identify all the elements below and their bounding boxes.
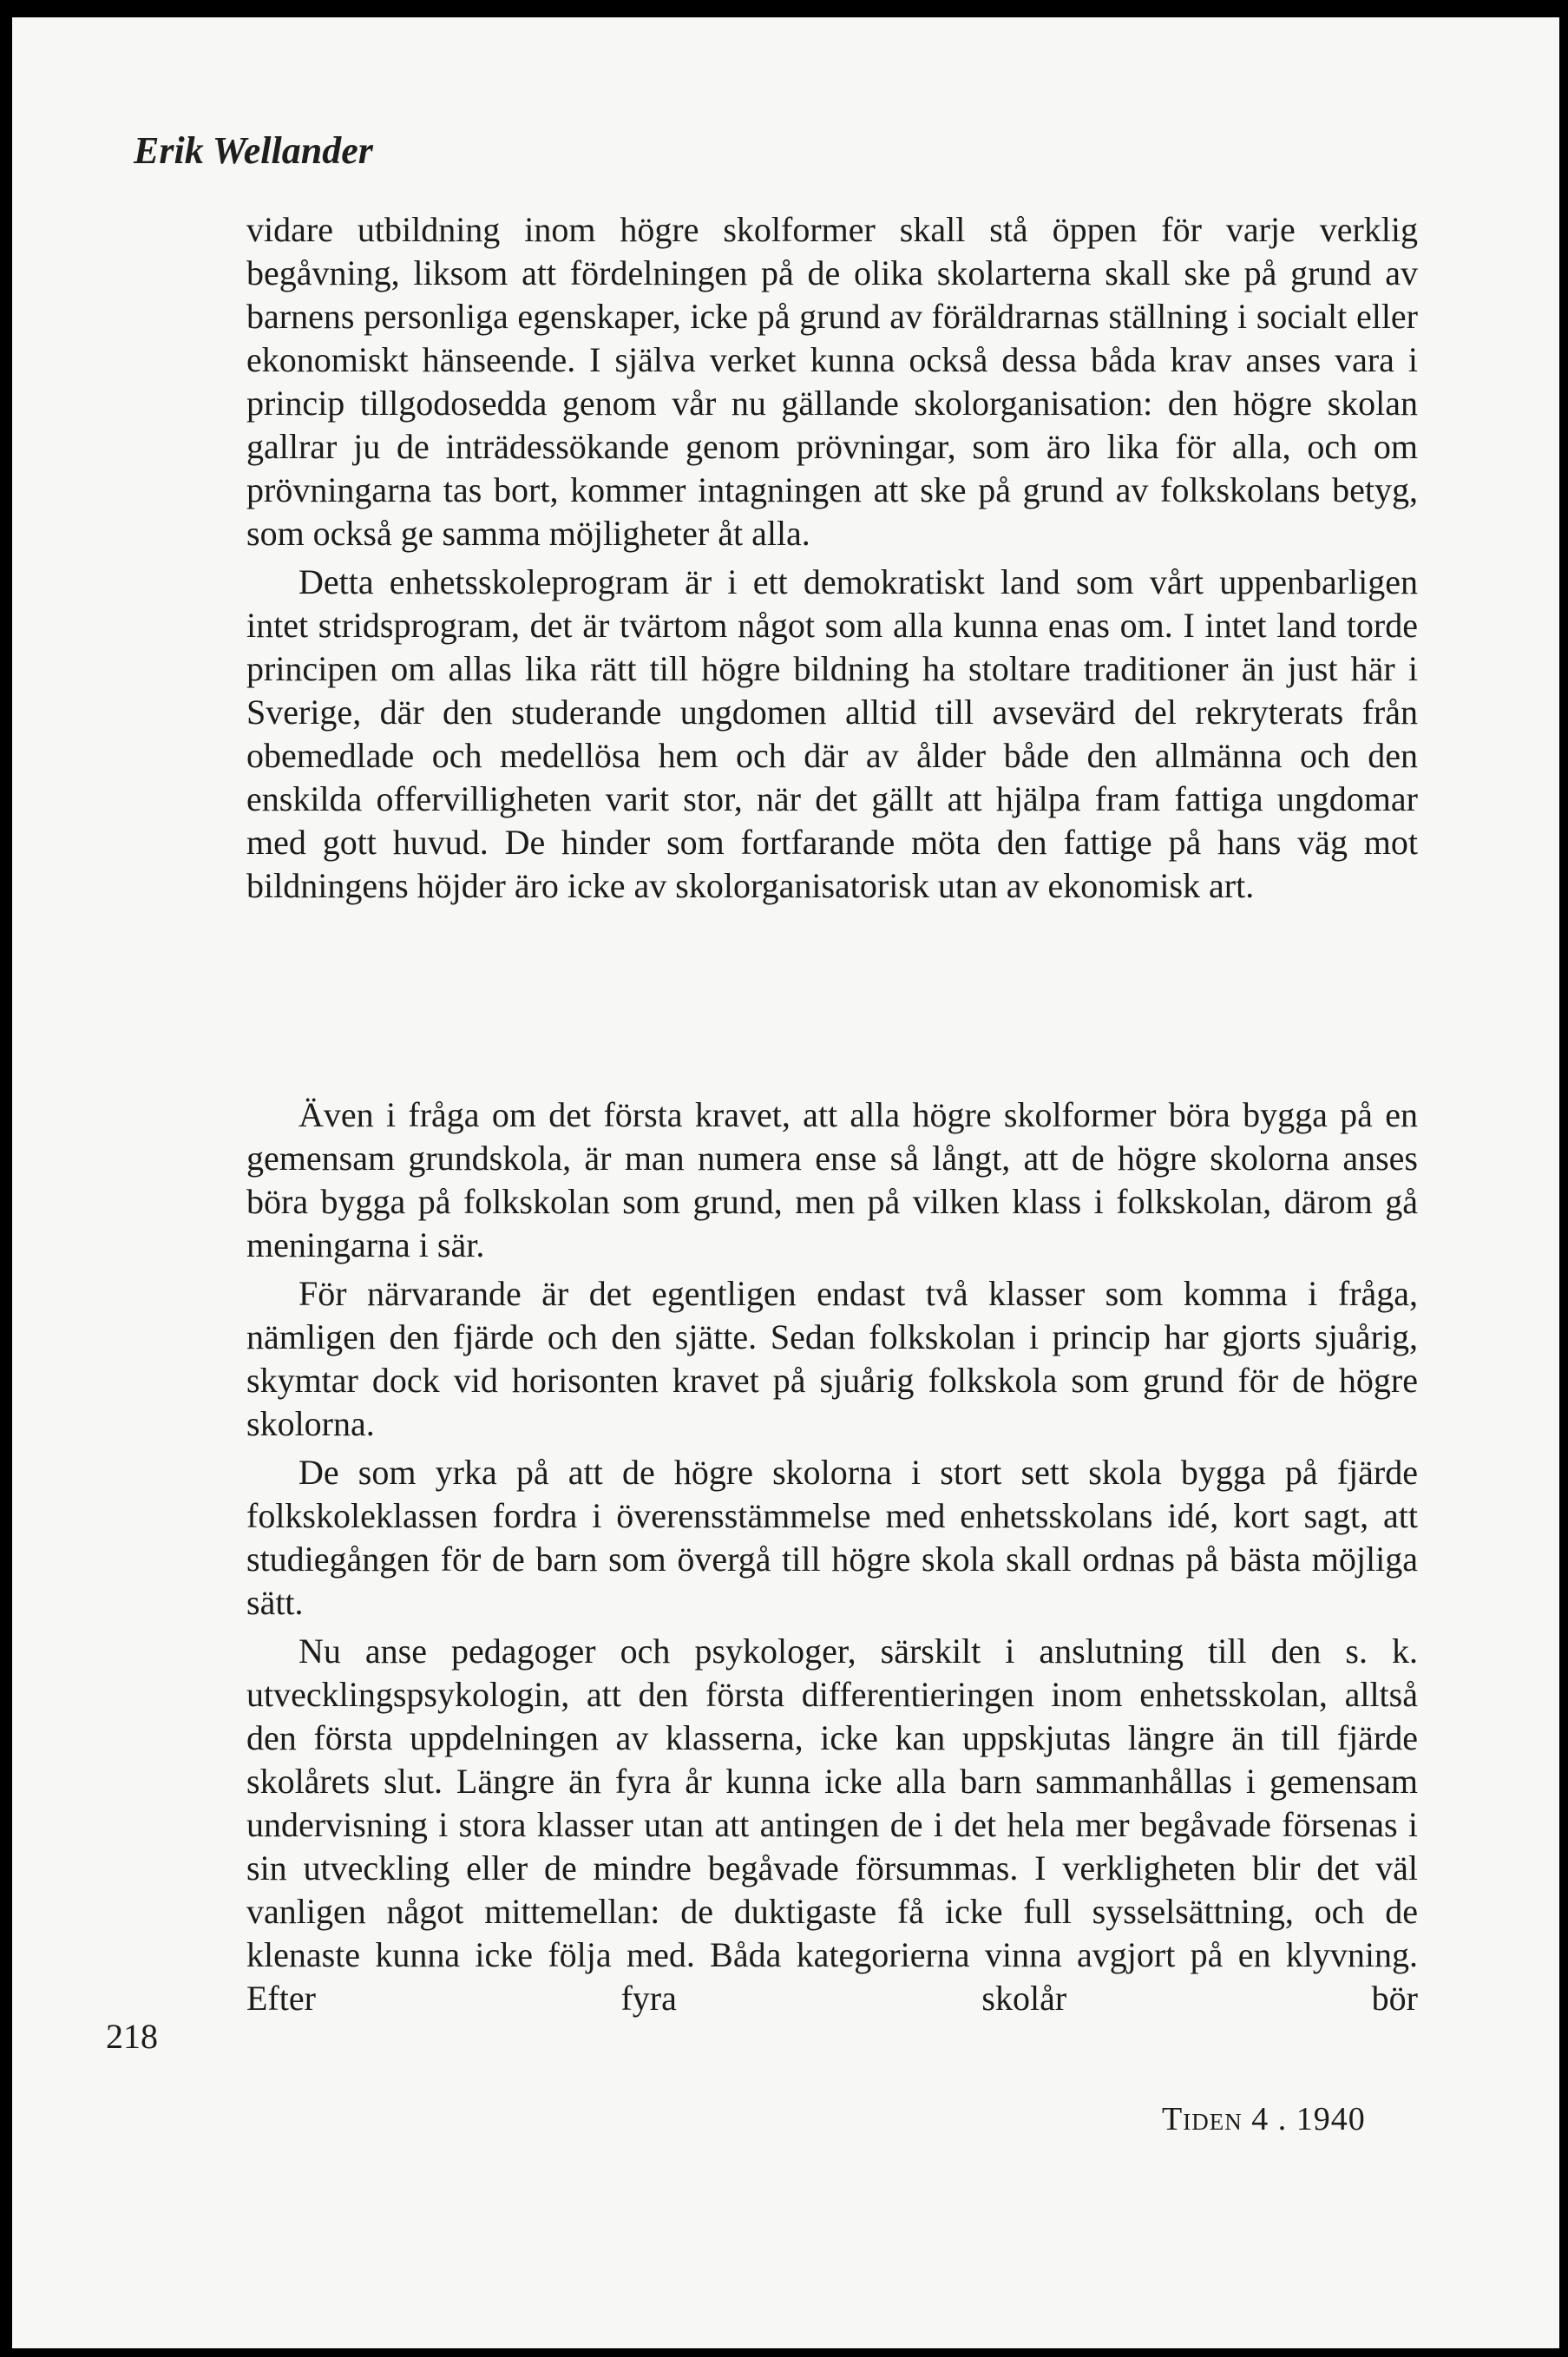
paragraph: För närvarande är det egentligen endast två klasser som komma i fråga, nämligen den fjärde och den sjätte. Sedan folkskolan i princip har gjorts sjuårig, skymtar dock vid horisonten kravet på sjuårig folkskola som grund för de högre skolorna. [246, 1274, 1418, 1443]
running-head-author: Erik Wellander [134, 129, 373, 172]
paragraph: vidare utbildning inom högre skolformer skall stå öppen för varje verklig begåvning, liksom att fördelningen på de olika skolarterna skall ske på grund av barnens personliga egenskaper, icke på grund av föräldrarnas ställning i socialt eller ekonomiskt hänseende. I själva verket kunna också dessa båda krav anses vara i princip tillgodosedda genom vår nu gällande skolorganisation: den högre skolan gallrar ju de inträdessökande genom prövningar, som äro lika för alla, och om prövningarna tas bort, kommer intagningen att ske på grund av folkskolans betyg, som också ge samma möjligheter åt alla. [246, 210, 1418, 553]
journal-name: Tiden [1162, 2101, 1243, 2137]
body-text-section-2 [246, 1093, 1418, 2020]
paragraph: Även i fråga om det första kravet, att alla högre skolformer böra bygga på en gemensam grundskola, är man numera ense så långt, att de högre skolorna anses böra bygga på folkskolan som grund, men på vilken klass i folkskolan, därom gå meningarna i sär. [246, 1095, 1418, 1264]
journal-footer: Tiden 4 . 1940 [1162, 2101, 1366, 2137]
body-text-section-1 [246, 208, 1418, 908]
journal-year: 1940 [1296, 2101, 1366, 2137]
paragraph: De som yrka på att de högre skolorna i stort sett skola bygga på fjärde folkskoleklassen fordra i överensstämmelse med enhetsskolans idé, kort sagt, att studiegången för de barn som övergå till högre skola skall ordnas på bästa möjliga sätt. [246, 1453, 1418, 1622]
journal-issue: 4 [1251, 2101, 1269, 2137]
paragraph: Nu anse pedagoger och psykologer, särskilt i anslutning till den s. k. utvecklingspsykologin, att den första differentieringen inom enhetsskolan, alltså den första uppdelningen av klasserna, icke kan uppskjutas längre än till fjärde skolårets slut. Längre än fyra år kunna icke alla barn sammanhållas i gemensam undervisning i stora klasser utan att antingen de i det hela mer begåvade försenas i sin utveckling eller de mindre begåvade försummas. I verkligheten blir det väl vanligen något mittemellan: de duktigaste få icke full sysselsättning, och de klenaste kunna icke följa med. Båda kategorierna vinna avgjort på en klyvning. Efter fyra skolår bör [246, 1632, 1418, 2018]
paragraph: Detta enhetsskoleprogram är i ett demokratiskt land som vårt uppenbarligen intet stridsprogram, det är tvärtom något som alla kunna enas om. I intet land torde principen om allas lika rätt till högre bildning ha stoltare traditioner än just här i Sverige, där den studerande ungdomen alltid till avsevärd del rekryterats från obemedlade och medellösa hem och där av ålder både den allmänna och den enskilda offervilligheten varit stor, när det gällt att hjälpa fram fattiga ungdomar med gott huvud. De hinder som fortfarande möta den fattige på hans väg mot bildningens höjder äro icke av skolorganisatorisk utan av ekonomisk art. [246, 562, 1418, 905]
page-number: 218 [106, 2017, 158, 2056]
book-page [12, 17, 1559, 2348]
